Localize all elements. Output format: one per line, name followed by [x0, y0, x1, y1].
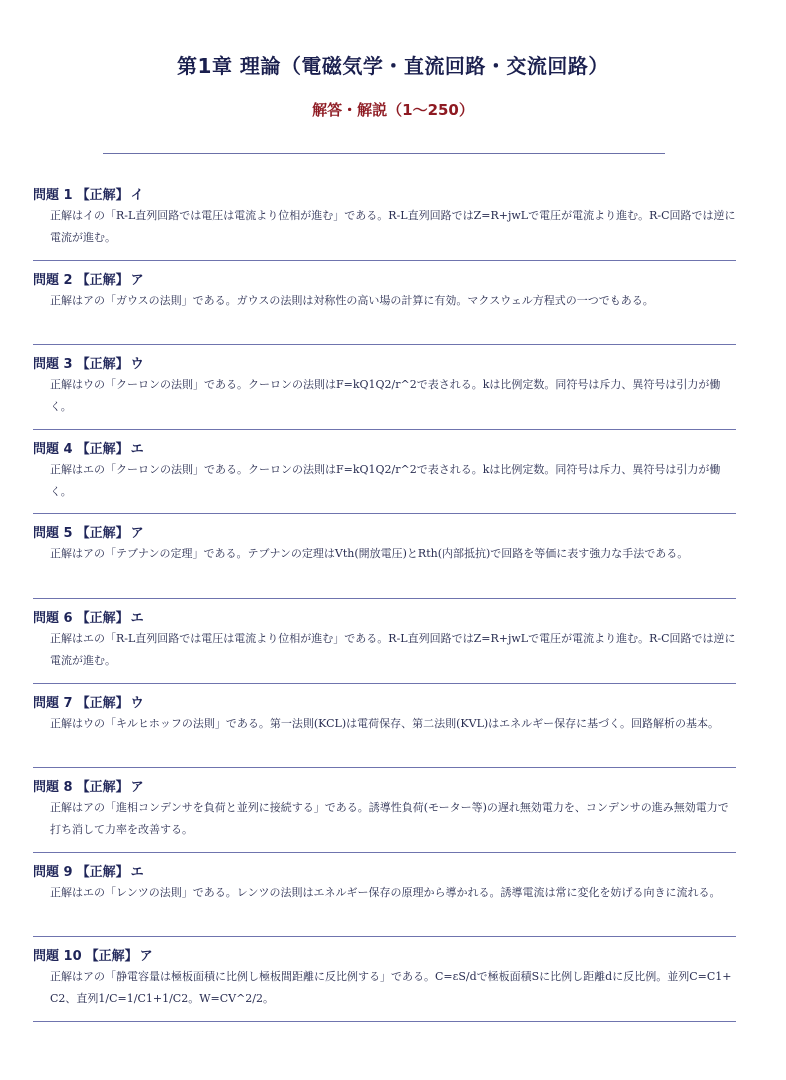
explanation-text: 正解はアの「テブナンの定理」である。テブナンの定理はVth(開放電圧)とRth(内部抵抗)で回路を等価に表す強力な手法である。: [50, 547, 689, 561]
question-number: 問題 3: [33, 357, 73, 373]
question-divider: [33, 936, 736, 937]
question-divider: [33, 513, 736, 514]
question-item: [33, 180, 736, 265]
title-divider: [103, 153, 665, 154]
explanation-text: 正解はアの「進相コンデンサを負荷と並列に接続する」である。誘導性負荷(モーター等)の遅れ無効電力を、コンデンサの進み無効電力で打ち消して力率を改善する。: [50, 801, 729, 837]
question-number: 問題 8: [33, 780, 73, 796]
explanation-text: 正解はイの「R-L直列回路では電圧は電流より位相が進む」である。R-L直列回路ではZ=R+jwLで電圧が電流より進む。R-C回路では逆に電流が進む。: [50, 209, 736, 244]
answer-choice: エ: [130, 864, 144, 880]
answer-label: 【正解】: [76, 695, 129, 711]
question-divider: [33, 598, 736, 599]
answer-choice: ア: [130, 780, 144, 796]
answer-choice: エ: [130, 610, 144, 626]
question-heading: [33, 692, 144, 711]
explanation-text: 正解はアの「静電容量は極板面積に比例し極板間距離に反比例する」である。C=εS/dで極板面積Sに比例し距離dに反比例。並列C=C1+C2、直列1/C=1/C1+1/C2。W=CV^2/2。: [50, 970, 732, 1006]
question-heading: [33, 607, 144, 626]
answer-label: 【正解】: [76, 526, 129, 542]
question-item: [33, 941, 736, 1026]
question-item: [33, 265, 736, 350]
question-item: [33, 603, 736, 688]
question-heading: [33, 861, 144, 880]
answer-label: 【正解】: [76, 188, 129, 203]
question-number: 問題 2: [33, 272, 73, 288]
question-item: [33, 349, 736, 434]
question-heading: [33, 184, 144, 203]
answer-choice: ア: [130, 272, 144, 288]
question-item: [33, 688, 736, 773]
answer-choice: イ: [130, 188, 144, 203]
answer-label: 【正解】: [76, 780, 129, 796]
answer-label: 【正解】: [76, 864, 129, 880]
question-heading: [33, 269, 144, 288]
question-heading: [33, 438, 144, 457]
explanation-text: 正解はウの「キルヒホッフの法則」である。第一法則(KCL)は電荷保存、第二法則(KVL)はエネルギー保存に基づく。回路解析の基本。: [50, 716, 719, 730]
question-heading: [33, 353, 144, 372]
question-number: 問題 10: [33, 949, 82, 965]
answer-label: 【正解】: [76, 610, 129, 626]
question-divider: [33, 429, 736, 430]
question-number: 問題 1: [33, 188, 73, 203]
answer-label: 【正解】: [76, 357, 129, 373]
question-item: [33, 857, 736, 942]
question-item: [33, 772, 736, 857]
answer-label: 【正解】: [76, 441, 129, 457]
answer-label: 【正解】: [76, 272, 129, 288]
answer-choice: ア: [130, 526, 144, 542]
question-item: [33, 434, 736, 519]
question-heading: [33, 776, 144, 795]
question-divider: [33, 852, 736, 853]
question-divider: [33, 260, 736, 261]
question-divider: [33, 1021, 736, 1022]
explanation-text: 正解はエの「R-L直列回路では電圧は電流より位相が進む」である。R-L直列回路ではZ=R+jwLで電圧が電流より進む。R-C回路では逆に電流が進む。: [50, 631, 736, 667]
question-number: 問題 5: [33, 526, 73, 542]
chapter-title: 第1章 理論（電磁気学・直流回路・交流回路）: [177, 54, 609, 78]
explanation-text: 正解はエの「クーロンの法則」である。クーロンの法則はF=kQ1Q2/r^2で表される。kは比例定数。同符号は斥力、異符号は引力が働く。: [50, 462, 721, 498]
answer-choice: ア: [139, 949, 153, 965]
question-list: [33, 180, 736, 1026]
explanation-text: 正解はアの「ガウスの法則」である。ガウスの法則は対称性の高い場の計算に有効。マクスウェル方程式の一つでもある。: [50, 293, 654, 307]
answer-choice: エ: [130, 441, 144, 457]
question-number: 問題 4: [33, 441, 73, 457]
question-divider: [33, 767, 736, 768]
question-heading: [33, 522, 144, 541]
question-number: 問題 6: [33, 610, 73, 626]
explanation-text: 正解はウの「クーロンの法則」である。クーロンの法則はF=kQ1Q2/r^2で表される。kは比例定数。同符号は斥力、異符号は引力が働く。: [50, 378, 721, 414]
question-number: 問題 7: [33, 695, 73, 711]
section-subtitle: 解答・解説（1〜250）: [312, 101, 474, 119]
answer-label: 【正解】: [85, 949, 138, 965]
answer-choice: ウ: [130, 695, 144, 711]
explanation-text: 正解はエの「レンツの法則」である。レンツの法則はエネルギー保存の原理から導かれる。誘導電流は常に変化を妨げる向きに流れる。: [50, 885, 721, 899]
question-heading: [33, 945, 153, 964]
answer-choice: ウ: [130, 357, 144, 373]
question-divider: [33, 683, 736, 684]
question-divider: [33, 344, 736, 345]
question-number: 問題 9: [33, 864, 73, 880]
question-item: [33, 518, 736, 603]
